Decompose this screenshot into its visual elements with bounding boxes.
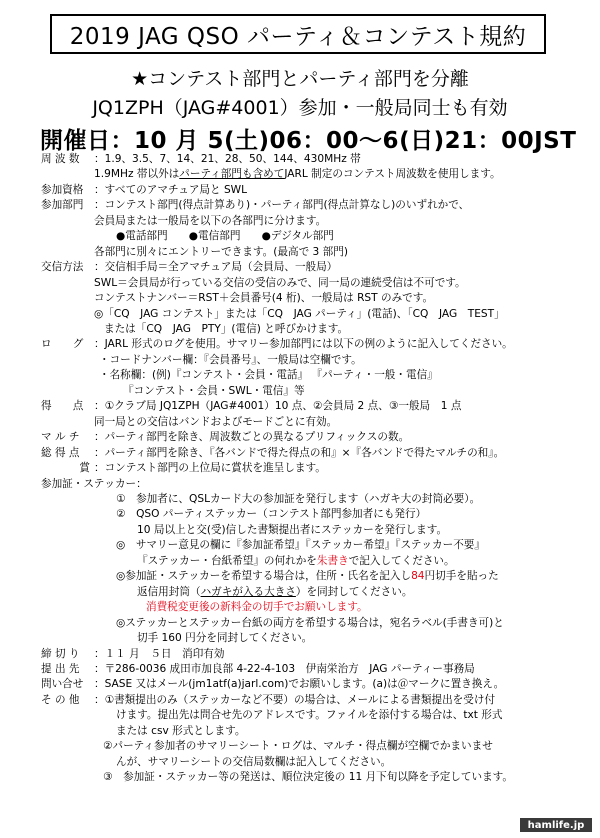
cert-heading: 参加証・ステッカー： <box>41 477 147 490</box>
subtitle-club-station: JQ1ZPH（JAG#4001）参加・一般局同士も有効 <box>92 97 508 119</box>
points-row: 得 点 ： ①クラブ局 JQ1ZPH（JAG#4001）10 点、②会員局 2 点、③一般局 1 点 <box>41 400 462 413</box>
log-row: ロ グ ： JARL 形式のログを使用。サマリー参加部門には以下の例のように記入してください。 <box>41 338 513 351</box>
tax-notice: 消費税変更後の新料金の切手でお願いします。 <box>146 601 368 614</box>
division-row: 参加部門 ： コンテスト部門(得点計算あり)・パーティ部門(得点計算なし)のいずれかで、 <box>41 199 470 212</box>
red-note-shugaki: 朱書き <box>316 554 349 567</box>
division-list: ●電話部門 ●電信部門 ●デジタル部門 <box>116 230 334 243</box>
total-row: 総 得 点 ： パーティ部門を除き、『各バンドで得た得点の和』×『各バンドで得たマルチの和』。 <box>41 446 505 459</box>
subtitle-division: ★コンテスト部門とパーティ部門を分離 <box>131 68 469 90</box>
inquiry-row: 問い合せ ： SASE 又はメール(jm1atf(a)jarl.com)でお願いします。(a)は＠マークに置き換え。 <box>41 678 505 691</box>
deadline-row: 締 切 り ： １１ 月 ５日 消印有効 <box>41 647 225 660</box>
address-row: 提 出 先 ： 〒286-0036 成田市加良部 4-22-4-103 伊南栄治方 JAG パーティー事務局 <box>41 662 475 675</box>
exchange-row: 交信方法 ： 交信相手局＝全アマチュア局（会員局、一般局） <box>41 261 338 274</box>
freq-note: 1.9MHz 帯以外は パーティ部門も含めて JARL 制定のコンテスト周波数を使用します。 <box>94 168 501 181</box>
award-row: 賞 ： コンテスト部門の上位局に賞状を進呈します。 <box>79 462 326 475</box>
event-date: 開催日：10 月 5(土)06：00～6(日)21：00JST <box>40 128 577 154</box>
freq-row: 周 波 数 ： 1.9、3.5、7、14、21、28、50、144、430MHz 帯 <box>41 152 596 167</box>
multi-row: マ ル チ ： パーティ部門を除き、周波数ごとの異なるプリフィックスの数。 <box>41 431 410 444</box>
rules-body: 周 波 数 ： 1.9、3.5、7、14、21、28、50、144、430MHz 帯 1.9MHz 帯以外は パーティ部門も含めて JARL 制定のコンテスト周波数を使用します。 参加資格 ： すべてのアマチュア局と SWL 参加部門 ： コンテスト部門(得点計算あり)・パーティ部門(得点計算なし)のいずれかで、 会員局または一般局を以下の各部門に分けます。 ●電話部門 ●電信部門 ●デジタル部門 各部門に別々にエントリーできます。(最高で 3 部門) 交信方法 ： 交信相手局＝全アマチュア局（会員局、一般局） SWL＝会員局が行っている交信の受信のみで、同一局の連続受信は不可です。 コンテストナンバー＝RST＋会員番号(4 桁)、一般局は RST のみです。 ◎「CQ JAG コンテスト」または「CQ JAG パーティ」(電話)、「CQ JAG TEST」 または「CQ JAG PTY」(電信) と呼びかけます。 ロ グ ： JARL 形式のログを使用。サマリー参加部門には以下の例のように記入してください。 ・コードナンバー欄：『会員番号』、一般局は空欄です。 ・名称欄：(例)『コンテスト・会員・電話』 『パーティ・一般・電信』 『コンテスト・会員・SWL・電信』等 得 点 ： ①クラブ局 JQ1ZPH（JAG#4001）10 点、②会員局 2 点、③一般局 1 点 同一局との交信はバンドおよびモードごとに有効。 マ ル チ ： パーティ部門を除き、周波数ごとの異なるプリフィックスの数。 総 得 点 ： パーティ部門を除き、『各バンドで得た得点の和』×『各バンドで得たマルチの和』。 賞 ： コンテスト部門の上位局に賞状を進呈します。 参加証・ステッカー： ① 参加者に、QSLカード大の参加証を発行します（ハガキ大の封筒必要）。 ② QSO パーティステッカー（コンテスト部門参加者にも発行） 10 局以上と交(受)信した書類提出者にステッカーを発行します。 ◎ サマリー意見の欄に『参加証希望』『ステッカー希望』『ステッカー不要』 『ステッカー・台紙希望』の何れかを 朱書き で記入してください。 ◎参加証・ステッカーを希望する場合は，住所・氏名を記入し 84 円切手を貼った 返信用封筒（ ハガキが入る大きさ ）を同封してください。 消費税変更後の新料金の切手でお願いします。 ◎ステッカーとステッカー台紙の両方を希望する場合は，宛名ラベル(手書き可)と 切手 160 円分を同封してください。 締 切 り ： １１ 月 ５日 消印有効 提 出 先 ： 〒286-0036 成田市加良部 4-22-4-103 伊南栄治方 JAG パーティー事務局 問い合せ ： SASE 又はメール(jm1atf(a)jarl.com)でお願いします。(a)は＠マークに置き換え。 そ の 他 ： ①書類提出のみ（ステッカーなど不要）の場合は、メールによる書類提出を受け付 けます。提出先は問合せ先のアドレスです。ファイルを添付する場合は、txt 形式 または csv 形式とします。 ②パーティ参加者のサマリーシート・ログは、マルチ・得点欄が空欄でかまいませ んが、サマリーシートの交信局数欄は記入してください。 ③ 参加証・ステッカー等の発送は、順位決定後の 11 月下旬以降を予定しています。 <box>41 152 596 786</box>
rules-title: 2019 JAG QSO パーティ＆コンテスト規約 <box>50 14 546 54</box>
stamp-price: 84 <box>411 570 425 583</box>
freq-label: 周 波 数 <box>41 153 80 165</box>
eligibility-row: 参加資格 ： すべてのアマチュア局と SWL <box>41 183 248 196</box>
hamlife-logo: hamlife.jp <box>520 818 592 832</box>
other-row: そ の 他 ： ①書類提出のみ（ステッカーなど不要）の場合は、メールによる書類提出を受け付 <box>41 693 496 706</box>
